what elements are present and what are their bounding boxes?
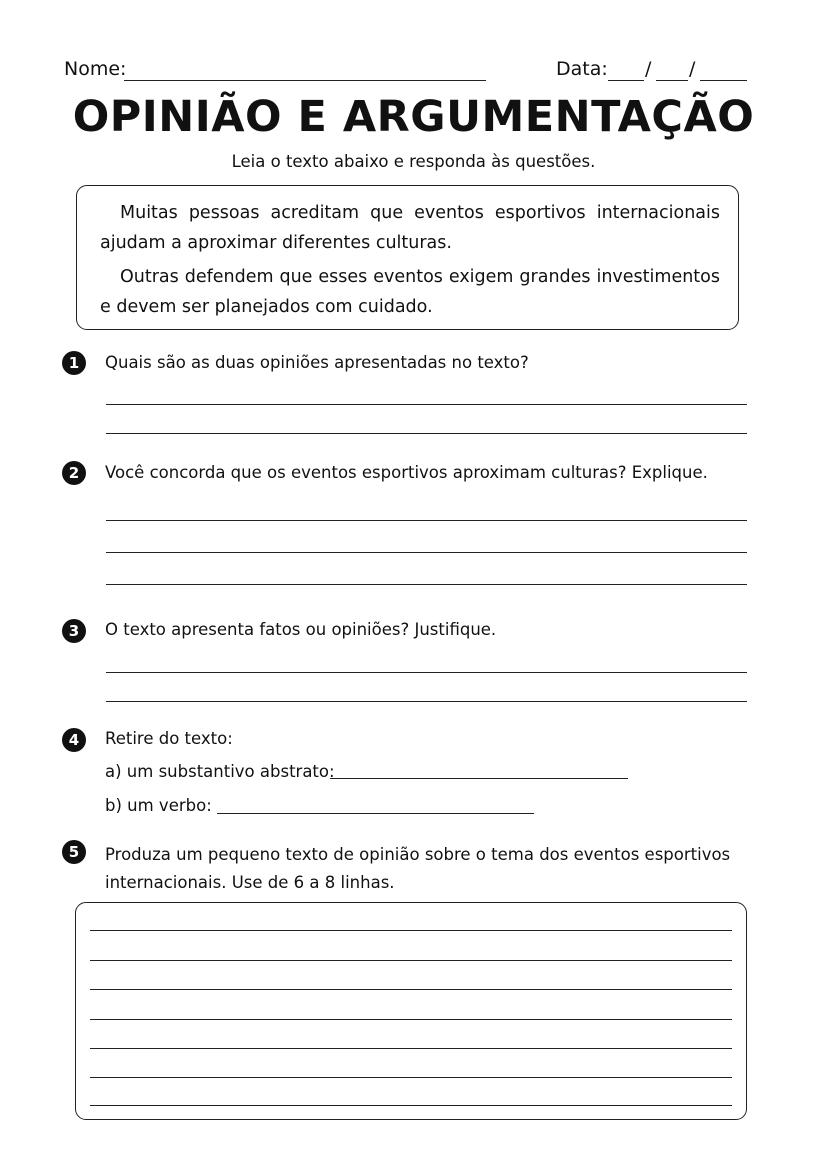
question-number-1: 1 bbox=[62, 351, 86, 375]
item-a-label: a) um substantivo abstrato: bbox=[105, 762, 335, 781]
writing-line[interactable] bbox=[90, 1105, 732, 1106]
instructions: Leia o texto abaixo e responda às questões. bbox=[231, 152, 596, 171]
reading-text-box bbox=[76, 185, 739, 330]
writing-line[interactable] bbox=[90, 989, 732, 990]
question-number-5: 5 bbox=[62, 840, 86, 864]
question-number-2: 2 bbox=[62, 461, 86, 485]
question-3-text: O texto apresenta fatos ou opiniões? Justifique. bbox=[105, 620, 497, 639]
date-month-field[interactable] bbox=[656, 80, 688, 81]
writing-line[interactable] bbox=[90, 1048, 732, 1049]
question-number-4: 4 bbox=[62, 728, 86, 752]
question-2-text: Você concorda que os eventos esportivos aproximam culturas? Explique. bbox=[105, 463, 708, 482]
item-b-answer-field[interactable] bbox=[217, 813, 534, 814]
date-year-field[interactable] bbox=[700, 80, 747, 81]
name-label: Nome: bbox=[64, 58, 127, 80]
question-number-3: 3 bbox=[62, 619, 86, 643]
writing-line[interactable] bbox=[90, 960, 732, 961]
name-field[interactable] bbox=[124, 80, 486, 81]
answer-line[interactable] bbox=[106, 433, 747, 434]
item-a-answer-field[interactable] bbox=[330, 778, 628, 779]
item-b-label: b) um verbo: bbox=[105, 796, 212, 815]
answer-line[interactable] bbox=[106, 584, 747, 585]
question-5-text: Produza um pequeno texto de opinião sobre o tema dos eventos esportivos internacionais. Use de 6 a 8 linhas. bbox=[105, 845, 731, 892]
reading-paragraph-1: Muitas pessoas acreditam que eventos esportivos internacionais ajudam a aproximar diferentes culturas. bbox=[100, 203, 720, 253]
answer-line[interactable] bbox=[106, 672, 747, 673]
writing-line[interactable] bbox=[90, 1077, 732, 1078]
writing-box bbox=[75, 902, 747, 1120]
date-separator: / bbox=[645, 58, 652, 80]
answer-line[interactable] bbox=[106, 552, 747, 553]
date-label: Data: bbox=[556, 58, 608, 80]
answer-line[interactable] bbox=[106, 404, 747, 405]
writing-line[interactable] bbox=[90, 1019, 732, 1020]
date-day-field[interactable] bbox=[608, 80, 644, 81]
writing-line[interactable] bbox=[90, 930, 732, 931]
question-4-text: Retire do texto: bbox=[105, 729, 233, 748]
answer-line[interactable] bbox=[106, 701, 747, 702]
date-separator: / bbox=[689, 58, 696, 80]
page-title: OPINIÃO E ARGUMENTAÇÃO bbox=[72, 92, 755, 142]
reading-paragraph-2: Outras defendem que esses eventos exigem grandes investimentos e devem ser planejados com cuidado. bbox=[100, 267, 720, 317]
question-1-text: Quais são as duas opiniões apresentadas no texto? bbox=[105, 353, 529, 372]
answer-line[interactable] bbox=[106, 520, 747, 521]
